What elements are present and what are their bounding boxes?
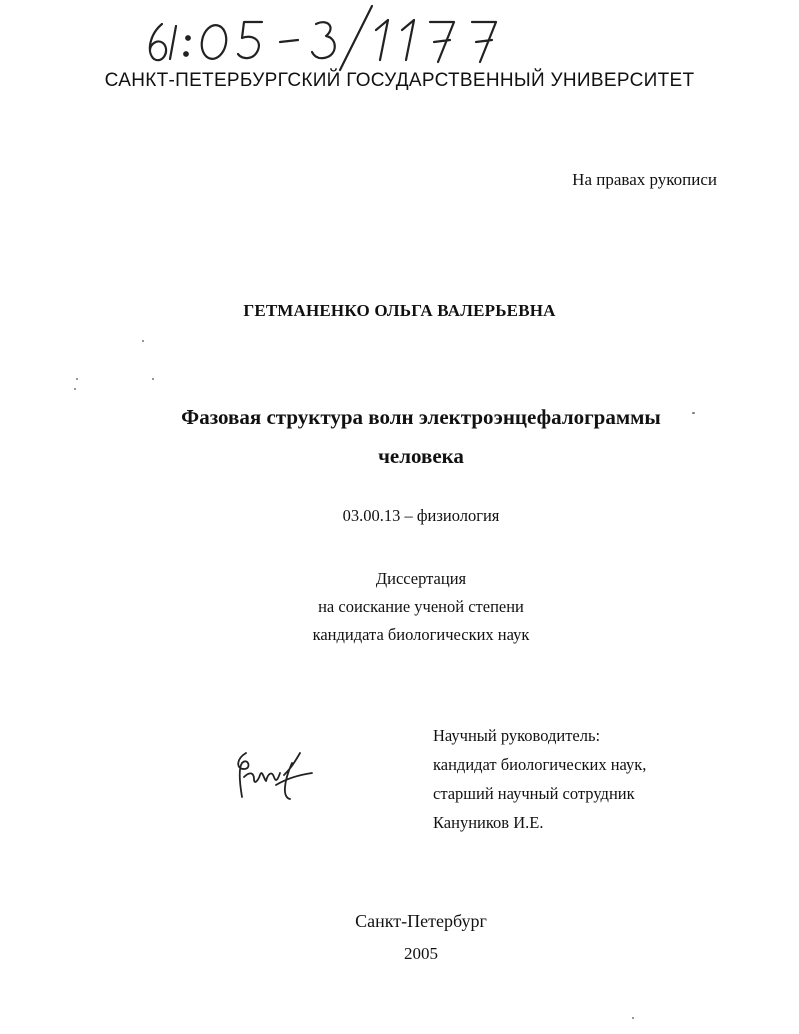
degree-line-2: на соискание ученой степени (318, 597, 524, 616)
year: 2005 (404, 944, 438, 963)
scan-speck (632, 1017, 634, 1019)
scan-speck (692, 412, 695, 414)
handwritten-archive-number (140, 4, 540, 74)
supervisor-name: Кануников И.Е. (433, 813, 544, 832)
author-name: ГЕТМАНЕНКО ОЛЬГА ВАЛЕРЬЕВНА (243, 301, 556, 320)
scan-speck (74, 388, 76, 390)
dissertation-title (0, 398, 799, 476)
scan-speck (142, 340, 144, 342)
title-line-1: Фазовая структура волн электроэнцефалограммы (181, 405, 661, 429)
degree-line-1: Диссертация (375, 569, 467, 588)
supervisor-degree: кандидат биологических наук, (433, 755, 647, 774)
degree-line-3: кандидата биологических наук (312, 625, 530, 644)
supervisor-block (433, 721, 646, 837)
specialty-code: 03.00.13 – физиология (342, 506, 500, 525)
title-line-2: человека (378, 444, 464, 468)
scan-speck (152, 378, 154, 380)
university-name: САНКТ-ПЕТЕРБУРГСКИЙ ГОСУДАРСТВЕННЫЙ УНИВЕРСИТЕТ (104, 70, 695, 91)
supervisor-position: старший научный сотрудник (433, 784, 635, 803)
degree-statement (0, 565, 799, 649)
rights-notice: На правах рукописи (572, 170, 717, 189)
signature-icon (228, 745, 320, 805)
supervisor-heading: Научный руководитель: (433, 726, 601, 745)
scan-speck (76, 378, 78, 380)
city: Санкт-Петербург (355, 911, 487, 931)
